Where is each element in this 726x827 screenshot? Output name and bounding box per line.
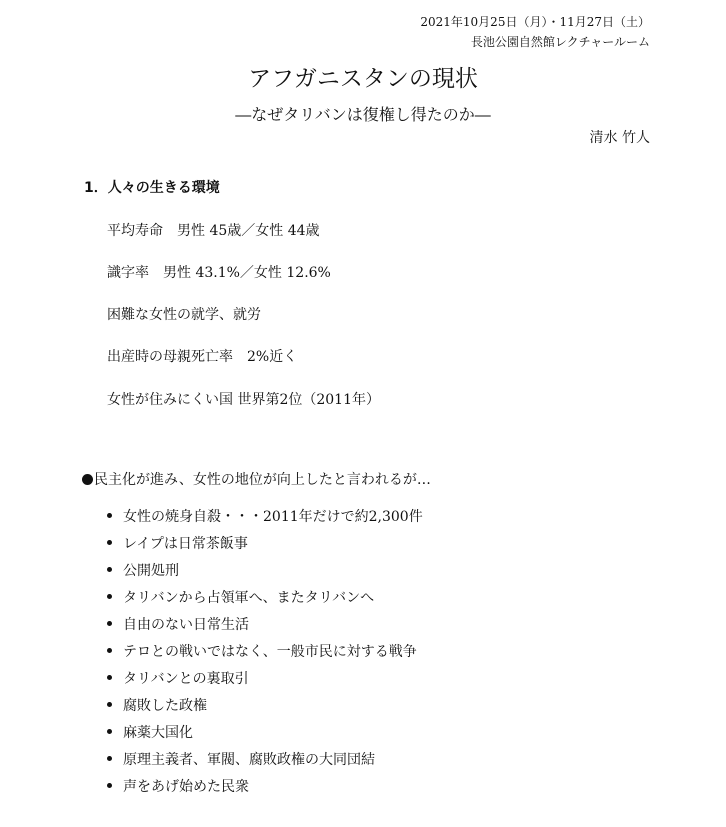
document-subtitle: ―なぜタリバンは復権し得たのか― xyxy=(235,105,491,124)
list-item-text: タリバンとの裏取引 xyxy=(123,671,249,687)
list-item-text: 女性の焼身自殺・・・2011年だけで約2,300件 xyxy=(123,509,423,525)
list-item-text: 麻薬大国化 xyxy=(123,725,193,741)
filled-circle-icon xyxy=(82,474,93,485)
list-item-text: 公開処刑 xyxy=(123,563,179,579)
list-item xyxy=(107,669,249,691)
stat-women-ranking: 女性が住みにくい国 世界第2位（2011年） xyxy=(107,392,380,408)
bullet-icon xyxy=(107,729,112,734)
list-item-text: タリバンから占領軍へ、またタリバンへ xyxy=(123,590,375,606)
list-item xyxy=(107,561,179,583)
bullet-icon xyxy=(107,513,112,518)
list-item xyxy=(107,777,249,799)
list-item xyxy=(107,696,207,718)
author-name: 清水 竹人 xyxy=(589,130,650,146)
document-title: アフガニスタンの現状 xyxy=(248,66,478,92)
list-item xyxy=(107,507,423,529)
section-intro-text: 民主化が進み、女性の地位が向上したと言われるが… xyxy=(94,472,431,488)
bullet-icon xyxy=(107,783,112,788)
stat-women-education-work: 困難な女性の就学、就労 xyxy=(107,307,261,323)
list-item-text: 原理主義者、軍閥、腐敗政権の大同団結 xyxy=(123,752,375,768)
bullet-icon xyxy=(107,567,112,572)
list-item-text: 腐敗した政権 xyxy=(123,698,207,714)
list-item xyxy=(107,642,417,664)
list-item-text: 声をあげ始めた民衆 xyxy=(123,779,249,795)
list-item xyxy=(107,750,375,772)
list-item-text: レイプは日常茶飯事 xyxy=(123,536,248,552)
stat-literacy-rate: 識字率 男性 43.1%／女性 12.6% xyxy=(107,265,331,281)
list-item-text: テロとの戦いではなく、一般市民に対する戦争 xyxy=(123,644,417,660)
list-item-text: 自由のない日常生活 xyxy=(123,617,249,633)
bullet-icon xyxy=(107,540,112,545)
bullet-icon xyxy=(107,621,112,626)
bullet-icon xyxy=(107,648,112,653)
list-item xyxy=(107,723,193,745)
stat-life-expectancy: 平均寿命 男性 45歳／女性 44歳 xyxy=(107,223,320,239)
event-venue: 長池公園自然館レクチャールーム xyxy=(470,35,650,49)
bullet-icon xyxy=(107,702,112,707)
list-item xyxy=(107,588,374,610)
section-intro xyxy=(82,470,431,490)
section-heading-living-environment: 1．人々の生きる環境 xyxy=(84,180,220,196)
event-date: 2021年10月25日（月）・11月27日（土） xyxy=(420,15,650,29)
bullet-icon xyxy=(107,756,112,761)
list-item xyxy=(107,534,248,556)
bullet-icon xyxy=(107,594,112,599)
stat-maternal-mortality: 出産時の母親死亡率 2%近く xyxy=(107,349,298,365)
bullet-icon xyxy=(107,675,112,680)
list-item xyxy=(107,615,249,637)
